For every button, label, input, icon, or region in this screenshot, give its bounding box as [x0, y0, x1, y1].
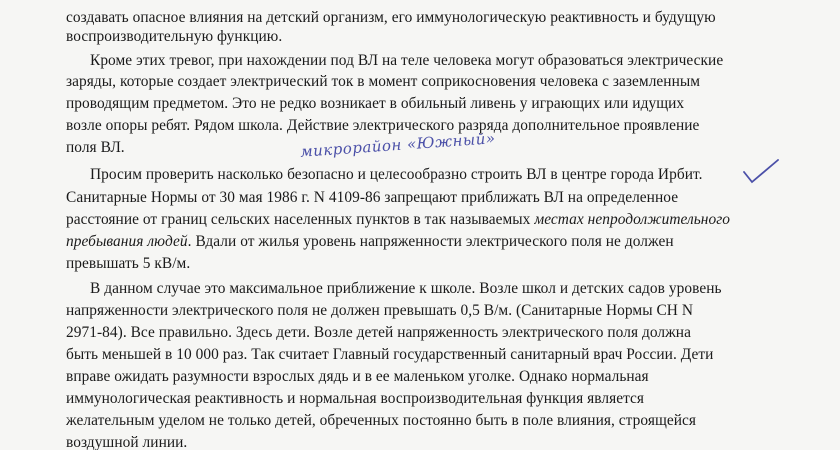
text-line: поля ВЛ. [66, 139, 125, 156]
text-line: Санитарные Нормы от 30 мая 1986 г. N 4109-86 запрещают приближать ВЛ на определенное [66, 189, 679, 206]
handwritten-check-mark [742, 158, 782, 186]
text-line: иммунологическая реактивность и нормальная воспроизводительная функция является [66, 390, 645, 407]
text-line: возле опоры ребят. Рядом школа. Действие электрического разряда дополнительное проявление [66, 117, 700, 134]
text-line [66, 232, 674, 252]
text-span: . Вдали от жилья уровень напряженности электрического поля не должен [187, 233, 674, 250]
text-span: расстояние от границ сельских населенных пунктов в так называемых [66, 211, 531, 228]
italic-text-span: местах непродолжительного [534, 211, 731, 228]
text-line: воспроизводительную функцию. [66, 28, 283, 45]
text-line: желательным уделом не только детей, обреченных постоянно быть в поле влияния, строящейся [66, 412, 697, 429]
text-line: Просим проверить насколько безопасно и целесообразно строить ВЛ в центре города Ирбит. [90, 166, 703, 183]
handwritten-annotation: микрорайон «Южный» [299, 129, 497, 161]
text-line: воздушной линии. [66, 434, 188, 450]
text-line: заряды, которые создает электрический ток в момент соприкосновения человека с заземленным [66, 73, 701, 90]
text-line [66, 210, 730, 230]
text-line: В данном случае это максимальное приближение к школе. Возле школ и детских садов уровень [90, 280, 722, 297]
text-line: Кроме этих тревог, при нахождении под ВЛ на теле человека могут образоваться электрические [90, 52, 724, 69]
text-line: напряженности электрического поля не должен превышать 0,5 В/м. (Санитарные Нормы СН N [66, 302, 694, 319]
text-line: создавать опасное влияния на детский организм, его иммунологическую реактивность и будущую [66, 9, 716, 26]
text-line: быть меньшей в 10 000 раз. Так считает Главный государственный санитарный врач России. Дети [66, 346, 714, 363]
italic-text-span: пребывания людей [66, 233, 188, 250]
text-line: 2971-84). Все правильно. Здесь дети. Возле детей напряженность электрического поля должна [66, 324, 691, 341]
text-line: вправе ожидать разумности взрослых дядь и в ее маленьком уголке. Однако нормальная [66, 368, 649, 385]
text-line: проводящим предметом. Это не редко возникает в обильный ливень у играющих или идущих [66, 95, 685, 112]
text-line: превышать 5 кВ/м. [66, 255, 191, 272]
